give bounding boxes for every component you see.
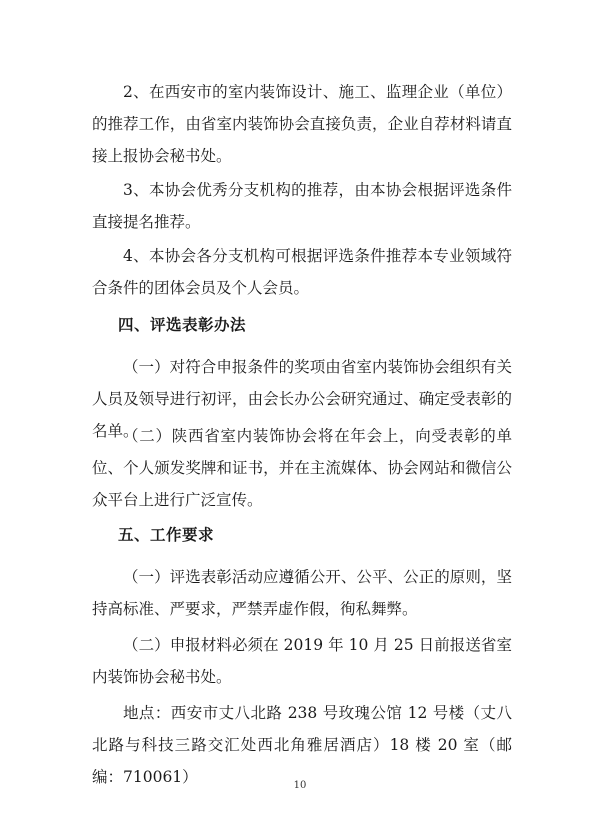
- paragraph-address: 地点：西安市丈八北路 238 号玫瑰公馆 12 号楼（丈八北路与科技三路交汇处西北角雅居酒店）18 楼 20 室（邮编：710061）: [92, 704, 512, 786]
- section-heading-evaluation: 四、评选表彰办法: [118, 315, 247, 334]
- paragraph-requirements-2: （二）申报材料必须在 2019 年 10 月 25 日前报送省室内装饰协会秘书处。: [92, 636, 512, 686]
- paragraph-evaluation-1: （一）对符合申报条件的奖项由省室内装饰协会组织有关人员及领导进行初评，由会长办公会研究通过、确定受表彰的名单。: [92, 358, 512, 440]
- paragraph-item-2-recommendation: 2、在西安市的室内装饰设计、施工、监理企业（单位）的推荐工作，由省室内装饰协会直接负责，企业自荐材料请直接上报协会秘书处。: [92, 83, 512, 165]
- paragraph-item-4-members: 4、本协会各分支机构可根据评选条件推荐本专业领域符合条件的团体会员及个人会员。: [92, 247, 512, 297]
- paragraph-item-3-branch: 3、本协会优秀分支机构的推荐，由本协会根据评选条件直接提名推荐。: [92, 181, 512, 231]
- paragraph-requirements-1: （一）评选表彰活动应遵循公开、公平、公正的原则，坚持高标准、严要求，严禁弄虚作假，徇私舞弊。: [92, 568, 512, 618]
- page-number: 10: [293, 780, 307, 791]
- paragraph-evaluation-2: （二）陕西省室内装饰协会将在年会上，向受表彰的单位、个人颁发奖牌和证书，并在主流媒体、协会网站和微信公众平台上进行广泛宣传。: [92, 427, 512, 509]
- section-heading-requirements: 五、工作要求: [118, 525, 215, 544]
